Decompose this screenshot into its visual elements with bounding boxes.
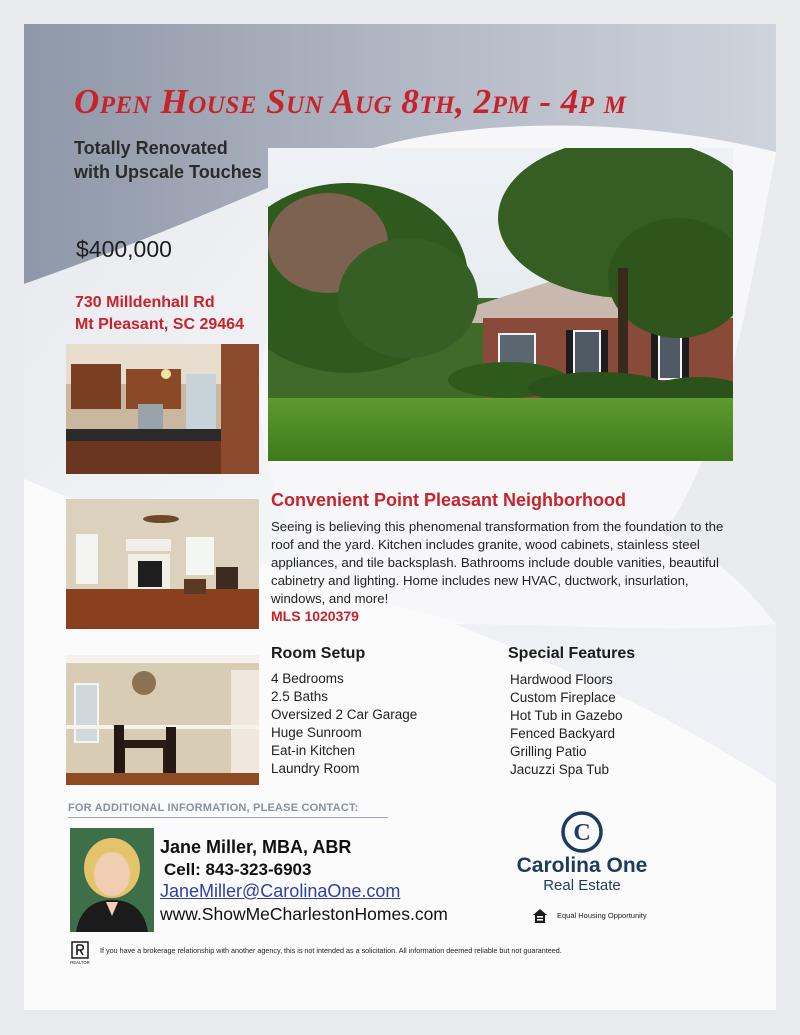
list-item: Jacuzzi Spa Tub — [510, 762, 610, 777]
kitchen-photo — [66, 344, 259, 474]
contact-divider — [68, 817, 388, 818]
brand-subtitle: Real Estate — [543, 877, 621, 894]
agent-name: Jane Miller, MBA, ABR — [160, 837, 352, 857]
brand-name: Carolina One — [516, 854, 648, 877]
special-features-title: Special Features — [508, 645, 636, 662]
list-item: Fenced Backyard — [510, 726, 616, 741]
room-setup-list — [271, 670, 417, 778]
list-item: Eat-in Kitchen — [271, 743, 356, 758]
list-item: Oversized 2 Car Garage — [271, 707, 418, 722]
agent-photo — [70, 828, 154, 932]
dining-room-photo — [66, 655, 259, 785]
listing-price: $400,000 — [76, 236, 172, 262]
list-item: 4 Bedrooms — [271, 671, 344, 686]
list-item: Laundry Room — [271, 761, 360, 776]
list-item: Huge Sunroom — [271, 725, 362, 740]
carolina-one-logo-icon — [560, 810, 604, 854]
equal-housing-icon — [532, 908, 548, 924]
address-street: 730 Milldenhall Rd — [75, 294, 215, 311]
logo-letter: C — [573, 820, 591, 846]
agent-email-link[interactable]: JaneMiller@CarolinaOne.com — [160, 881, 401, 901]
list-item: Custom Fireplace — [510, 690, 616, 705]
list-item: 2.5 Baths — [271, 689, 329, 704]
agent-website-link[interactable]: www.ShowMeCharlestonHomes.com — [160, 904, 448, 924]
living-room-photo — [66, 499, 259, 629]
listing-description: Seeing is believing this phenomenal transformation from the foundation to the roof and the yard. Kitchen includes granite, wood cabinets, stainless steel appliances, and tile backsplash. Bathrooms include double vanities, beautiful cabinetry and lighting. Home includes new HVAC, ductwork, insurlation, windows, and more! — [271, 519, 724, 606]
address-city: Mt Pleasant, SC 29464 — [75, 316, 244, 333]
equal-housing-text: Equal Housing Opportunity — [557, 911, 647, 920]
disclaimer-text: If you have a brokerage relationship with another agency, this is not intended as a solicitation. All information deemed reliable but not guaranteed. — [100, 946, 562, 955]
list-item: Grilling Patio — [510, 744, 587, 759]
realtor-mark-text: REALTOR — [70, 960, 90, 965]
list-item: Hardwood Floors — [510, 672, 613, 687]
house-exterior-photo — [268, 148, 733, 461]
agent-cell-phone: Cell: 843-323-6903 — [164, 860, 312, 879]
room-setup-title: Room Setup — [271, 645, 366, 662]
open-house-headline: Open House Sun Aug 8th, 2pm - 4p m — [74, 82, 627, 121]
list-item: Hot Tub in Gazebo — [510, 708, 623, 723]
flyer-sheet — [24, 24, 776, 1010]
listing-tagline: Totally Renovated with Upscale Touches — [74, 138, 262, 182]
listing-address — [75, 292, 244, 336]
neighborhood-title: Convenient Point Pleasant Neighborhood — [271, 490, 627, 510]
contact-header: FOR ADDITIONAL INFORMATION, PLEASE CONTACT: — [68, 802, 359, 814]
mls-number: MLS 1020379 — [271, 608, 359, 624]
realtor-logo-icon — [70, 941, 90, 965]
special-features-list — [510, 671, 623, 779]
